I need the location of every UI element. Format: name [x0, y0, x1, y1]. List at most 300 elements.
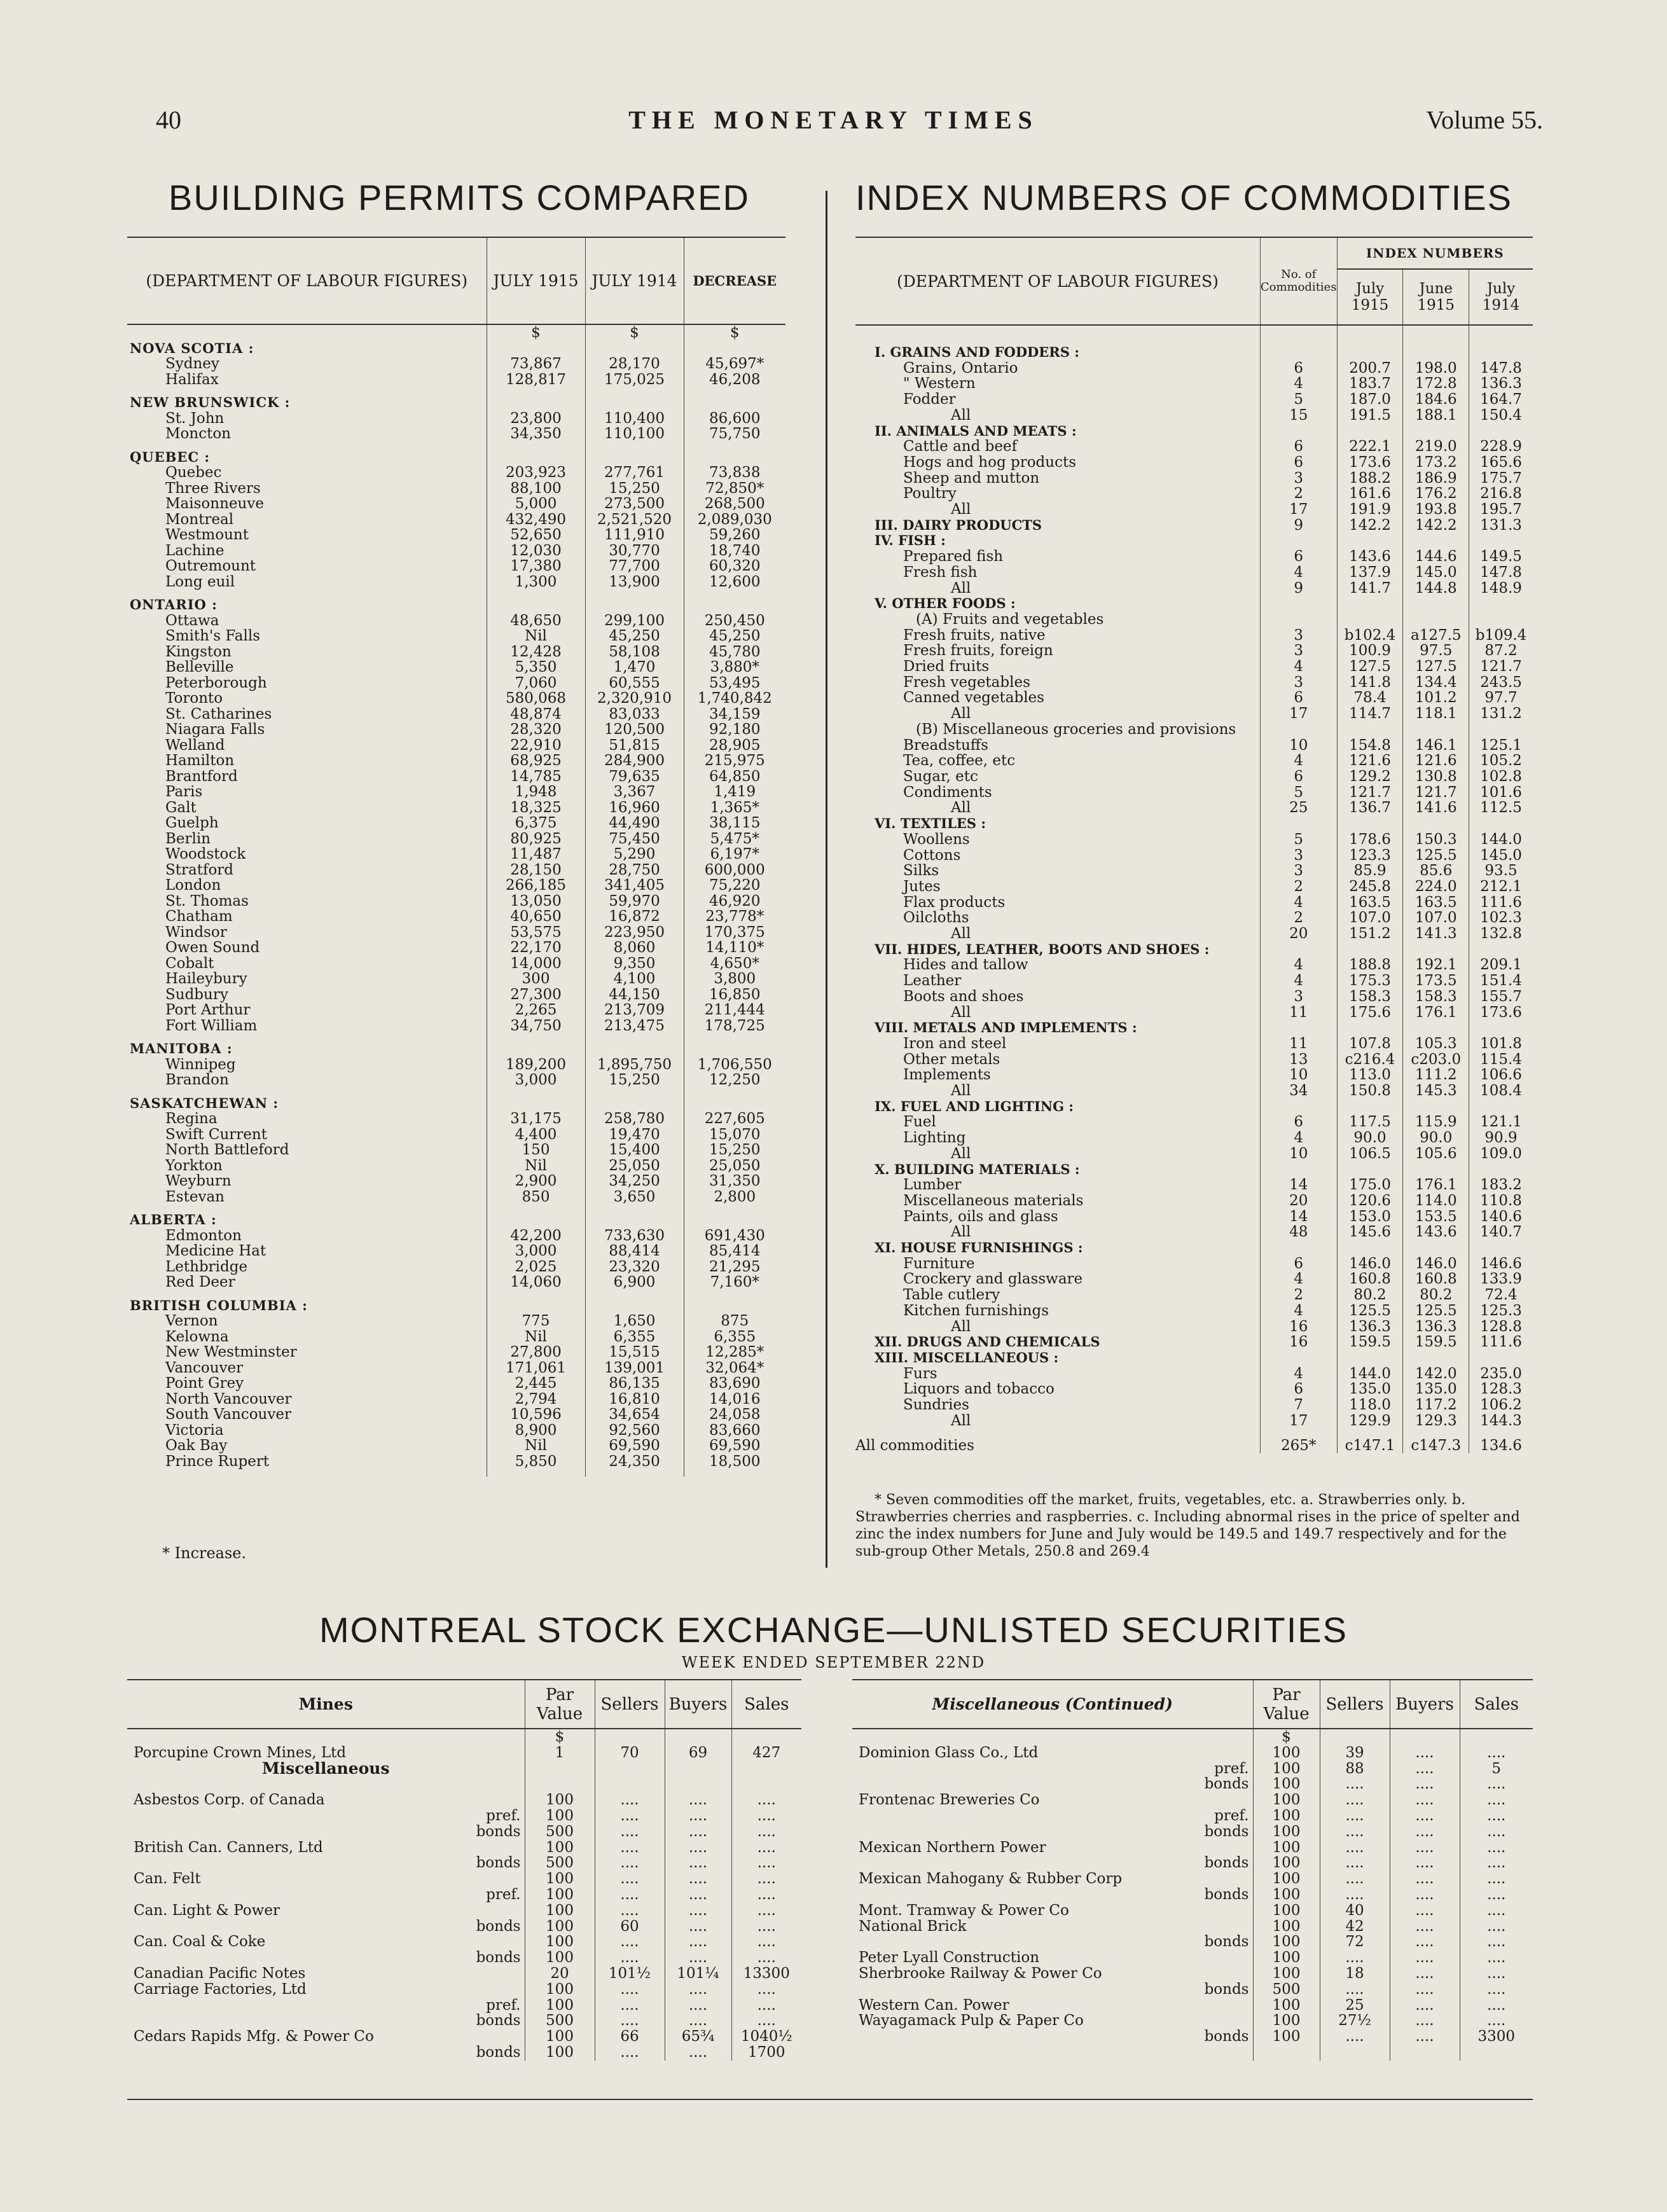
- in-value-b: 172.8: [1403, 376, 1469, 392]
- in-label: Leather: [903, 972, 962, 990]
- se-par: 100: [1253, 1745, 1320, 1761]
- se-name: bonds: [1204, 1823, 1249, 1840]
- in-value-c: [1469, 816, 1533, 832]
- bp-city-row: [127, 956, 785, 972]
- in-value-a: [1337, 424, 1403, 439]
- se-par: $: [525, 1729, 595, 1745]
- bp-city-row: [127, 1344, 785, 1360]
- in-value-b: c203.0: [1403, 1052, 1469, 1068]
- se-name: National Brick: [859, 1918, 967, 1935]
- bp-city-row: [127, 465, 785, 481]
- bp-city-name: Fort William: [165, 1017, 258, 1034]
- bp-gap-cell: [127, 1290, 487, 1298]
- se-par: 100: [525, 1887, 595, 1903]
- in-value-c: 216.8: [1469, 486, 1533, 502]
- in-value-b: c147.3: [1403, 1429, 1469, 1454]
- se-par: 100: [1253, 1808, 1320, 1824]
- se-buyers: ....: [1390, 1776, 1460, 1792]
- se-row-sub: [127, 1998, 801, 2014]
- in-label: Prepared fish: [903, 548, 1004, 565]
- in-value-a: 142.2: [1337, 518, 1403, 534]
- bp-value-1914: 59,970: [585, 894, 684, 909]
- in-value-c: 151.4: [1469, 973, 1533, 989]
- se-sellers: ....: [1320, 1855, 1390, 1871]
- bp-city-row: [127, 847, 785, 862]
- in-label: Liquors and tobacco: [903, 1381, 1055, 1398]
- in-row-sub: [855, 863, 1533, 879]
- se-sellers: ....: [1320, 1950, 1390, 1966]
- bp-value-1914: 273,500: [585, 496, 684, 512]
- bp-value-change: 170,375: [684, 925, 785, 941]
- in-value-b: 118.1: [1403, 706, 1469, 722]
- in-value-b: 142.2: [1403, 518, 1469, 534]
- in-value-a: 127.5: [1337, 659, 1403, 675]
- bp-value-1915: 22,910: [487, 738, 585, 754]
- in-value-a: 222.1: [1337, 439, 1403, 455]
- bp-city-row: [127, 356, 785, 372]
- bottom-rule: [127, 2099, 1533, 2100]
- in-value-a: [1337, 596, 1403, 612]
- in-label: Paints, oils and glass: [903, 1208, 1058, 1225]
- bp-empty-cell: [684, 597, 785, 613]
- se-sellers: [595, 1761, 665, 1777]
- in-gap-cell: [1260, 325, 1337, 345]
- se-row-sub: [127, 1950, 801, 1966]
- bp-value-change: 25,050: [684, 1158, 785, 1174]
- se-par: 100: [525, 1998, 595, 2014]
- bp-value-1915: 18,325: [487, 800, 585, 816]
- bp-city-row: [127, 894, 785, 909]
- in-value-n: [1260, 533, 1337, 549]
- se-buyers: ....: [1390, 1745, 1460, 1761]
- bp-city-row: [127, 1360, 785, 1376]
- in-label: II. ANIMALS AND MEATS :: [875, 422, 1077, 439]
- in-label: XII. DRUGS AND CHEMICALS: [875, 1334, 1100, 1350]
- in-value-a: [1337, 722, 1403, 738]
- bp-value-change: 28,905: [684, 738, 785, 754]
- bp-value-1915: 5,000: [487, 496, 585, 512]
- in-label: VII. HIDES, LEATHER, BOOTS AND SHOES :: [875, 941, 1210, 957]
- se-row-sub: [127, 1919, 801, 1935]
- in-value-a: 191.5: [1337, 408, 1403, 424]
- in-value-c: 140.7: [1469, 1224, 1533, 1240]
- in-value-c: 243.5: [1469, 675, 1533, 691]
- in-value-a: 136.3: [1337, 1319, 1403, 1335]
- se-buyers: [665, 1761, 731, 1777]
- bp-value-change: 85,414: [684, 1243, 785, 1259]
- in-value-n: 4: [1260, 1130, 1337, 1146]
- in-value-n: 11: [1260, 1036, 1337, 1052]
- se-name: Peter Lyall Construction: [859, 1949, 1040, 1967]
- se-name: bonds: [476, 1855, 521, 1872]
- se-sales: [1460, 2045, 1533, 2061]
- se-buyers: ....: [665, 1919, 731, 1935]
- se-buyers: [1390, 2045, 1460, 2061]
- se-sales: [731, 1729, 801, 1745]
- in-value-a: 145.6: [1337, 1224, 1403, 1240]
- in-row-sub: [855, 1209, 1533, 1225]
- in-value-a: c216.4: [1337, 1052, 1403, 1068]
- in-row-sub: [855, 455, 1533, 471]
- journal-title: THE MONETARY TIMES: [628, 106, 1039, 134]
- se-sales: ....: [1460, 1792, 1533, 1808]
- in-value-b: 97.5: [1403, 643, 1469, 659]
- in-row-all: [855, 1083, 1533, 1099]
- in-value-a: [1337, 1350, 1403, 1366]
- se-sales: ....: [1460, 1982, 1533, 1998]
- bp-value-1915: 300: [487, 971, 585, 987]
- bp-empty-cell: [487, 1212, 585, 1228]
- se-sales: ....: [731, 1887, 801, 1903]
- bp-city-row: [127, 1111, 785, 1127]
- in-value-n: 17: [1260, 502, 1337, 518]
- bp-value-1914: 1,470: [585, 660, 684, 675]
- bp-value-change: 215,975: [684, 753, 785, 769]
- bp-value-1914: 277,761: [585, 465, 684, 481]
- se-sales: ....: [1460, 1966, 1533, 1982]
- in-row-sub: [855, 690, 1533, 706]
- se-row-item: [127, 1982, 801, 1998]
- bp-value-1914: 15,400: [585, 1142, 684, 1158]
- bp-city-name: Lachine: [165, 542, 225, 559]
- bp-value-1915: 775: [487, 1313, 585, 1329]
- bp-empty-cell: [585, 450, 684, 466]
- stock-table-left: [127, 1679, 801, 2061]
- se-sales: 5: [1460, 1761, 1533, 1777]
- in-value-n: 6: [1260, 769, 1337, 785]
- bp-value-1914: 9,350: [585, 956, 684, 972]
- bp-value-change: 83,690: [684, 1376, 785, 1392]
- se-buyers: ....: [665, 1950, 731, 1966]
- in-value-c: 175.7: [1469, 471, 1533, 487]
- bp-province-name: NEW BRUNSWICK :: [130, 394, 291, 410]
- in-row-sub: [855, 738, 1533, 754]
- se-left-body: [127, 1729, 801, 2061]
- se-par: 100: [525, 1808, 595, 1824]
- bp-value-change: 31,350: [684, 1173, 785, 1189]
- bp-value-1914: 1,895,750: [585, 1057, 684, 1073]
- in-label: IX. FUEL AND LIGHTING :: [875, 1098, 1074, 1114]
- in-value-b: 224.0: [1403, 879, 1469, 895]
- bp-city-row: [127, 675, 785, 691]
- se-sellers: 39: [1320, 1745, 1390, 1761]
- bp-value-1915: 14,785: [487, 769, 585, 785]
- se-sales: ....: [1460, 1934, 1533, 1950]
- bp-value-change: 69,590: [684, 1438, 785, 1454]
- se-name: [127, 1776, 525, 1792]
- in-value-c: 90.9: [1469, 1130, 1533, 1146]
- in-value-c: 134.6: [1469, 1429, 1533, 1454]
- in-value-n: 4: [1260, 376, 1337, 392]
- se-row-sub: [852, 1982, 1533, 1998]
- in-value-b: 90.0: [1403, 1130, 1469, 1146]
- in-value-c: 140.6: [1469, 1209, 1533, 1225]
- in-value-n: 3: [1260, 848, 1337, 864]
- se-sellers: 101½: [595, 1966, 665, 1982]
- in-value-b: 192.1: [1403, 957, 1469, 973]
- bp-value-1914: 16,960: [585, 800, 684, 816]
- bp-city-name: Outremount: [165, 558, 256, 574]
- bp-gap-cell: [487, 442, 585, 450]
- bp-city-row: [127, 691, 785, 707]
- se-buyers: ....: [1390, 1919, 1460, 1935]
- bp-gap-cell: [487, 1469, 585, 1477]
- in-value-c: 144.0: [1469, 832, 1533, 848]
- bp-value-1914: 175,025: [585, 372, 684, 388]
- bp-value-change: 5,475*: [684, 831, 785, 847]
- in-value-a: 137.9: [1337, 565, 1403, 581]
- bp-value-1914: 25,050: [585, 1158, 684, 1174]
- bp-value-1915: 2,794: [487, 1392, 585, 1407]
- se-sales: 427: [731, 1745, 801, 1761]
- bp-value-change: 64,850: [684, 769, 785, 785]
- bp-gap-cell: [487, 590, 585, 597]
- in-gap-cell: [1469, 325, 1533, 345]
- in-row-all: [855, 502, 1533, 518]
- se-sales: ....: [731, 1982, 801, 1998]
- in-value-b: 121.6: [1403, 753, 1469, 769]
- in-value-b: [1403, 596, 1469, 612]
- in-value-a: 78.4: [1337, 690, 1403, 706]
- bp-gap-cell: [684, 1088, 785, 1096]
- se-sellers: ....: [595, 1840, 665, 1856]
- bp-value-1915: 40,650: [487, 909, 585, 925]
- in-value-c: 212.1: [1469, 879, 1533, 895]
- in-label: Cottons: [903, 847, 961, 864]
- bp-city-row: [127, 411, 785, 427]
- bp-empty-cell: [487, 450, 585, 466]
- in-value-a: 129.9: [1337, 1413, 1403, 1429]
- bp-empty-cell: [487, 1041, 585, 1057]
- page-number: 40: [156, 106, 181, 134]
- in-label: Miscellaneous materials: [903, 1192, 1084, 1209]
- in-value-n: 7: [1260, 1397, 1337, 1413]
- se-name: Miscellaneous: [261, 1759, 390, 1778]
- bp-value-1915: 28,150: [487, 862, 585, 878]
- se-name: bonds: [476, 1918, 521, 1935]
- in-row-sub: [855, 832, 1533, 848]
- se-par: 100: [525, 1919, 595, 1935]
- bp-city-row: [127, 987, 785, 1003]
- in-label: All: [951, 1224, 971, 1241]
- bp-city-row: [127, 644, 785, 660]
- bp-city-row: [127, 558, 785, 574]
- bp-value-1915: 48,650: [487, 613, 585, 629]
- se-sellers: 88: [1320, 1761, 1390, 1777]
- bp-city-name: St. Thomas: [165, 892, 249, 909]
- bp-city-name: Victoria: [165, 1421, 224, 1439]
- in-label: All commodities: [855, 1437, 974, 1454]
- in-label: Table cutlery: [903, 1287, 1000, 1304]
- se-sellers: ....: [1320, 2029, 1390, 2045]
- bp-value-1914: 75,450: [585, 831, 684, 847]
- se-par: 500: [1253, 1982, 1320, 1998]
- in-label: Hogs and hog products: [903, 453, 1077, 471]
- in-value-a: 85.9: [1337, 863, 1403, 879]
- in-label: Dried fruits: [903, 658, 990, 675]
- bp-value-1914: 5,290: [585, 847, 684, 862]
- bp-value-change: 15,250: [684, 1142, 785, 1158]
- bp-value-1914: 23,320: [585, 1259, 684, 1275]
- se-sales: ....: [731, 1792, 801, 1808]
- bp-value-1915: 7,060: [487, 675, 585, 691]
- in-row-grp: [855, 1099, 1533, 1115]
- bp-value-1914: 60,555: [585, 675, 684, 691]
- bp-city-name: Guelph: [165, 815, 219, 831]
- se-name: Western Can. Power: [859, 1996, 1009, 2014]
- bp-value-1914: 120,500: [585, 722, 684, 738]
- se-par: 100: [1253, 1840, 1320, 1856]
- in-value-a: 158.3: [1337, 989, 1403, 1005]
- bp-city-row: [127, 1392, 785, 1407]
- in-value-c: [1469, 1350, 1533, 1366]
- in-value-a: 183.7: [1337, 376, 1403, 392]
- in-row-sub: [855, 392, 1533, 408]
- se-sellers: ....: [595, 1998, 665, 2014]
- in-value-a: 135.0: [1337, 1381, 1403, 1397]
- in-value-a: 143.6: [1337, 549, 1403, 565]
- in-label: Hides and tallow: [903, 957, 1028, 974]
- in-value-b: 114.0: [1403, 1193, 1469, 1209]
- se-row-sub: [852, 1887, 1533, 1903]
- in-row-all: [855, 1005, 1533, 1021]
- bp-gap-row: [127, 1205, 785, 1212]
- se-name: pref.: [1214, 1760, 1249, 1777]
- in-row-sub: [855, 1036, 1533, 1052]
- in-value-c: 155.7: [1469, 989, 1533, 1005]
- bp-col-1914: JULY 1914: [585, 237, 684, 324]
- in-label: Fresh fruits, foreign: [903, 642, 1053, 660]
- bp-city-row: [127, 831, 785, 847]
- in-value-b: 160.8: [1403, 1271, 1469, 1287]
- index-numbers-title: INDEX NUMBERS OF COMMODITIES: [855, 177, 1512, 218]
- se-row-item: [127, 1792, 801, 1808]
- in-label: Fresh vegetables: [903, 674, 1030, 691]
- bp-value-1914: 44,150: [585, 987, 684, 1003]
- bp-value-change: 12,600: [684, 574, 785, 590]
- bp-currency: $: [684, 324, 785, 341]
- se-name: Can. Coal & Coke: [134, 1933, 266, 1951]
- se-sellers: ....: [1320, 1840, 1390, 1856]
- in-value-c: 105.2: [1469, 753, 1533, 769]
- bp-city-name: Toronto: [165, 690, 223, 707]
- in-value-a: 141.8: [1337, 675, 1403, 691]
- se-row-item: [852, 1840, 1533, 1856]
- bp-col-source: (DEPARTMENT OF LABOUR FIGURES): [127, 237, 487, 324]
- bp-empty-cell: [585, 341, 684, 357]
- in-value-c: 112.5: [1469, 800, 1533, 816]
- in-value-c: 164.7: [1469, 392, 1533, 408]
- bp-value-1914: 3,650: [585, 1189, 684, 1205]
- in-value-a: [1337, 816, 1403, 832]
- bp-value-change: 227,605: [684, 1111, 785, 1127]
- bp-province-row: [127, 450, 785, 466]
- in-value-c: 109.0: [1469, 1146, 1533, 1162]
- in-row-sub: [855, 549, 1533, 565]
- bp-city-row: [127, 660, 785, 675]
- se-row-item: [852, 1903, 1533, 1919]
- index-note: * Seven commodities off the market, fruits, vegetables, etc. a. Strawberries only. b. Strawberries cherries and raspberries. c. Including abnormal rises in the price of spelter and zinc the index numbers for June and July would be 149.5 and 149.7 respectively and for the sub-group Other Metals, 250.8 and 269.4: [855, 1492, 1520, 1559]
- se-sales: ....: [731, 1855, 801, 1871]
- in-col-group: INDEX NUMBERS: [1337, 237, 1533, 269]
- in-label: All: [951, 579, 971, 597]
- in-value-a: 121.6: [1337, 753, 1403, 769]
- bp-gap-cell: [684, 1205, 785, 1212]
- in-value-c: [1469, 1099, 1533, 1115]
- se-row-item: [127, 1745, 801, 1761]
- in-value-b: a127.5: [1403, 628, 1469, 644]
- bp-gap-cell: [684, 442, 785, 450]
- in-value-n: [1260, 722, 1337, 738]
- in-label: Implements: [903, 1067, 991, 1084]
- bp-value-change: 92,180: [684, 722, 785, 738]
- in-value-c: 72.4: [1469, 1287, 1533, 1303]
- se-name: Can. Felt: [134, 1870, 201, 1888]
- se-par: [525, 1761, 595, 1777]
- bp-city-row: [127, 372, 785, 388]
- bp-city-name: Sydney: [165, 356, 219, 372]
- in-row-grp: [855, 1162, 1533, 1178]
- se-row-item: [127, 2029, 801, 2045]
- bp-city-name: Westmount: [165, 527, 249, 543]
- bp-value-1915: Nil: [487, 1329, 585, 1345]
- in-value-c: 183.2: [1469, 1177, 1533, 1193]
- se-sales: ....: [1460, 1808, 1533, 1824]
- in-label: " Western: [903, 375, 976, 392]
- in-label: Crockery and glassware: [903, 1271, 1083, 1288]
- bp-value-1915: 42,200: [487, 1228, 585, 1244]
- se-sales: ....: [731, 1903, 801, 1919]
- se-buyers: [665, 1776, 731, 1792]
- bp-gap-cell: [684, 1469, 785, 1477]
- in-value-b: 121.7: [1403, 785, 1469, 801]
- in-value-n: 3: [1260, 675, 1337, 691]
- bp-city-name: Regina: [165, 1110, 218, 1127]
- in-value-n: [1260, 1350, 1337, 1366]
- bp-province-name: MANITOBA :: [130, 1040, 233, 1056]
- se-sellers: ....: [595, 1934, 665, 1950]
- in-value-c: 111.6: [1469, 1334, 1533, 1350]
- in-label: All: [951, 1318, 971, 1335]
- in-value-b: 135.0: [1403, 1381, 1469, 1397]
- bp-value-1914: 2,521,520: [585, 512, 684, 528]
- volume-label: Volume 55.: [1426, 106, 1543, 134]
- bp-gap-cell: [684, 1033, 785, 1041]
- in-value-b: 173.2: [1403, 455, 1469, 471]
- se-right-par: Par Value: [1253, 1680, 1320, 1729]
- in-value-n: 6: [1260, 690, 1337, 706]
- bp-value-1914: 83,033: [585, 707, 684, 722]
- bp-city-name: Red Deer: [165, 1274, 235, 1290]
- bp-value-change: 86,600: [684, 411, 785, 427]
- bp-city-row: [127, 940, 785, 956]
- bp-value-1914: 69,590: [585, 1438, 684, 1454]
- in-value-c: [1469, 424, 1533, 439]
- in-value-a: [1337, 1240, 1403, 1256]
- se-sellers: ....: [595, 1950, 665, 1966]
- bp-value-1915: 203,923: [487, 465, 585, 481]
- bp-value-1914: 13,900: [585, 574, 684, 590]
- in-row-sub: [855, 361, 1533, 377]
- se-sales: [1460, 1729, 1533, 1745]
- bp-city-name: Quebec: [165, 464, 222, 481]
- bp-value-change: 6,197*: [684, 847, 785, 862]
- in-value-c: 150.4: [1469, 408, 1533, 424]
- bp-city-row: [127, 1127, 785, 1143]
- bp-gap-cell: [585, 1088, 684, 1096]
- se-row-item: [127, 1934, 801, 1950]
- in-label: Sugar, etc: [903, 768, 978, 785]
